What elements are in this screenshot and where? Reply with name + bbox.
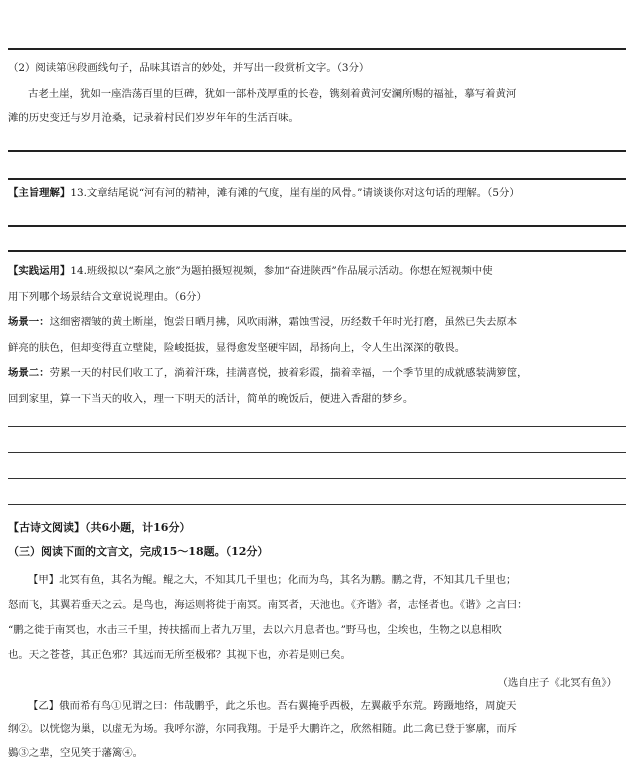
scene-one-line: 鲜亮的肤色，但却变得直立壁陡，险峻挺拔，显得愈发坚硬牢固，昂扬向上，令人生出深深的敬畏。 xyxy=(8,342,466,354)
answer-line xyxy=(8,150,626,152)
answer-line xyxy=(8,504,626,505)
passage-yi-line: 鷃③之辈，空见笑于藩篱④。 xyxy=(8,747,144,759)
passage-source: （选自庄子《北冥有鱼》） xyxy=(497,677,617,689)
answer-line xyxy=(8,225,626,227)
passage-yi-line: 纲②。以恍惚为巢，以虚无为场。我呼尔游，尔同我翔。于是乎大鹏许之，欣然相随。此二禽已登于寥廓，而斥 xyxy=(8,723,518,735)
passage-jia-line: “鹏之徙于南冥也，水击三千里，抟扶摇而上者九万里，去以六月息者也。”野马也，尘埃也，生物之以息相吹 xyxy=(8,624,502,636)
q14-text: 14.班级拟以“秦风之旅”为题拍摄短视频，参加“奋进陕西”作品展示活动。你想在短视频中使 xyxy=(70,265,493,277)
passage-jia-line: 怒而飞，其翼若垂天之云。是鸟也，海运则将徙于南冥。南冥者，天池也。《齐谐》者，志怪者也。《谐》之言曰： xyxy=(8,599,528,611)
answer-line xyxy=(8,250,626,252)
scene-one-label: 场景一： xyxy=(8,316,50,328)
scene-two-label: 场景二： xyxy=(8,367,50,379)
q13-question xyxy=(8,186,620,201)
q2-passage-line: 滩的历史变迁与岁月沧桑，记录着村民们岁岁年年的生活百味。 xyxy=(8,112,299,124)
answer-line xyxy=(8,478,626,479)
answer-line xyxy=(8,178,626,180)
passage-yi-line: 【乙】俄而希有鸟①见谓之曰：伟哉鹏乎，此之乐也。吾右翼掩乎西极，左翼蔽乎东荒。跨蹑地络，周旋天 xyxy=(28,700,517,712)
passage-jia-line: 【甲】北冥有鱼，其名为鲲。鲲之大，不知其几千里也；化而为鸟，其名为鹏。鹏之背，不知其几千里也； xyxy=(28,574,517,586)
classical-heading: 【古诗文阅读】（共6小题，计16分） xyxy=(8,521,191,534)
q2-prompt: （2）阅读第⑭段画线句子，品味其语言的妙处，并写出一段赏析文字。（3分） xyxy=(8,62,370,74)
q13-text: 13.文章结尾说“河有河的精神，滩有滩的气度，崖有崖的风骨。”请谈谈你对这句话的理解。（5分） xyxy=(70,187,520,199)
classical-subheading: （三）阅读下面的文言文，完成15～18题。（12分） xyxy=(8,545,269,558)
scene-two xyxy=(8,366,620,381)
q14-tag: 【实践运用】 xyxy=(8,265,71,277)
q13-tag: 【主旨理解】 xyxy=(8,187,71,199)
q2-passage-line: 古老土崖，犹如一座浩荡百里的巨碑，犹如一部朴茂厚重的长卷，镌刻着黄河安澜所赐的福祉，摹写着黄河 xyxy=(28,88,517,100)
passage-jia-line: 也。天之苍苍，其正色邪？其远而无所至极邪？其视下也，亦若是则已矣。 xyxy=(8,649,351,661)
answer-line xyxy=(8,426,626,427)
answer-line xyxy=(8,48,626,50)
scene-one xyxy=(8,315,620,330)
scene-one-text: 这细密褶皱的黄土断崖，饱尝日晒月拂，风吹雨淋，霜蚀雪浸，历经数千年时光打磨，虽然已失去原本 xyxy=(49,316,518,328)
q14-text-line: 用下列哪个场景结合文章说说理由。（6分） xyxy=(8,291,207,303)
scene-two-text: 劳累一天的村民们收工了，淌着汗珠，挂满喜悦，披着彩霞，揣着幸福，一个季节里的成就感装满箩筐， xyxy=(49,367,528,379)
scene-two-line: 回到家里，算一下当天的收入，理一下明天的活计，简单的晚饭后，便进入香甜的梦乡。 xyxy=(8,393,414,405)
answer-line xyxy=(8,452,626,453)
q14-question xyxy=(8,264,620,279)
